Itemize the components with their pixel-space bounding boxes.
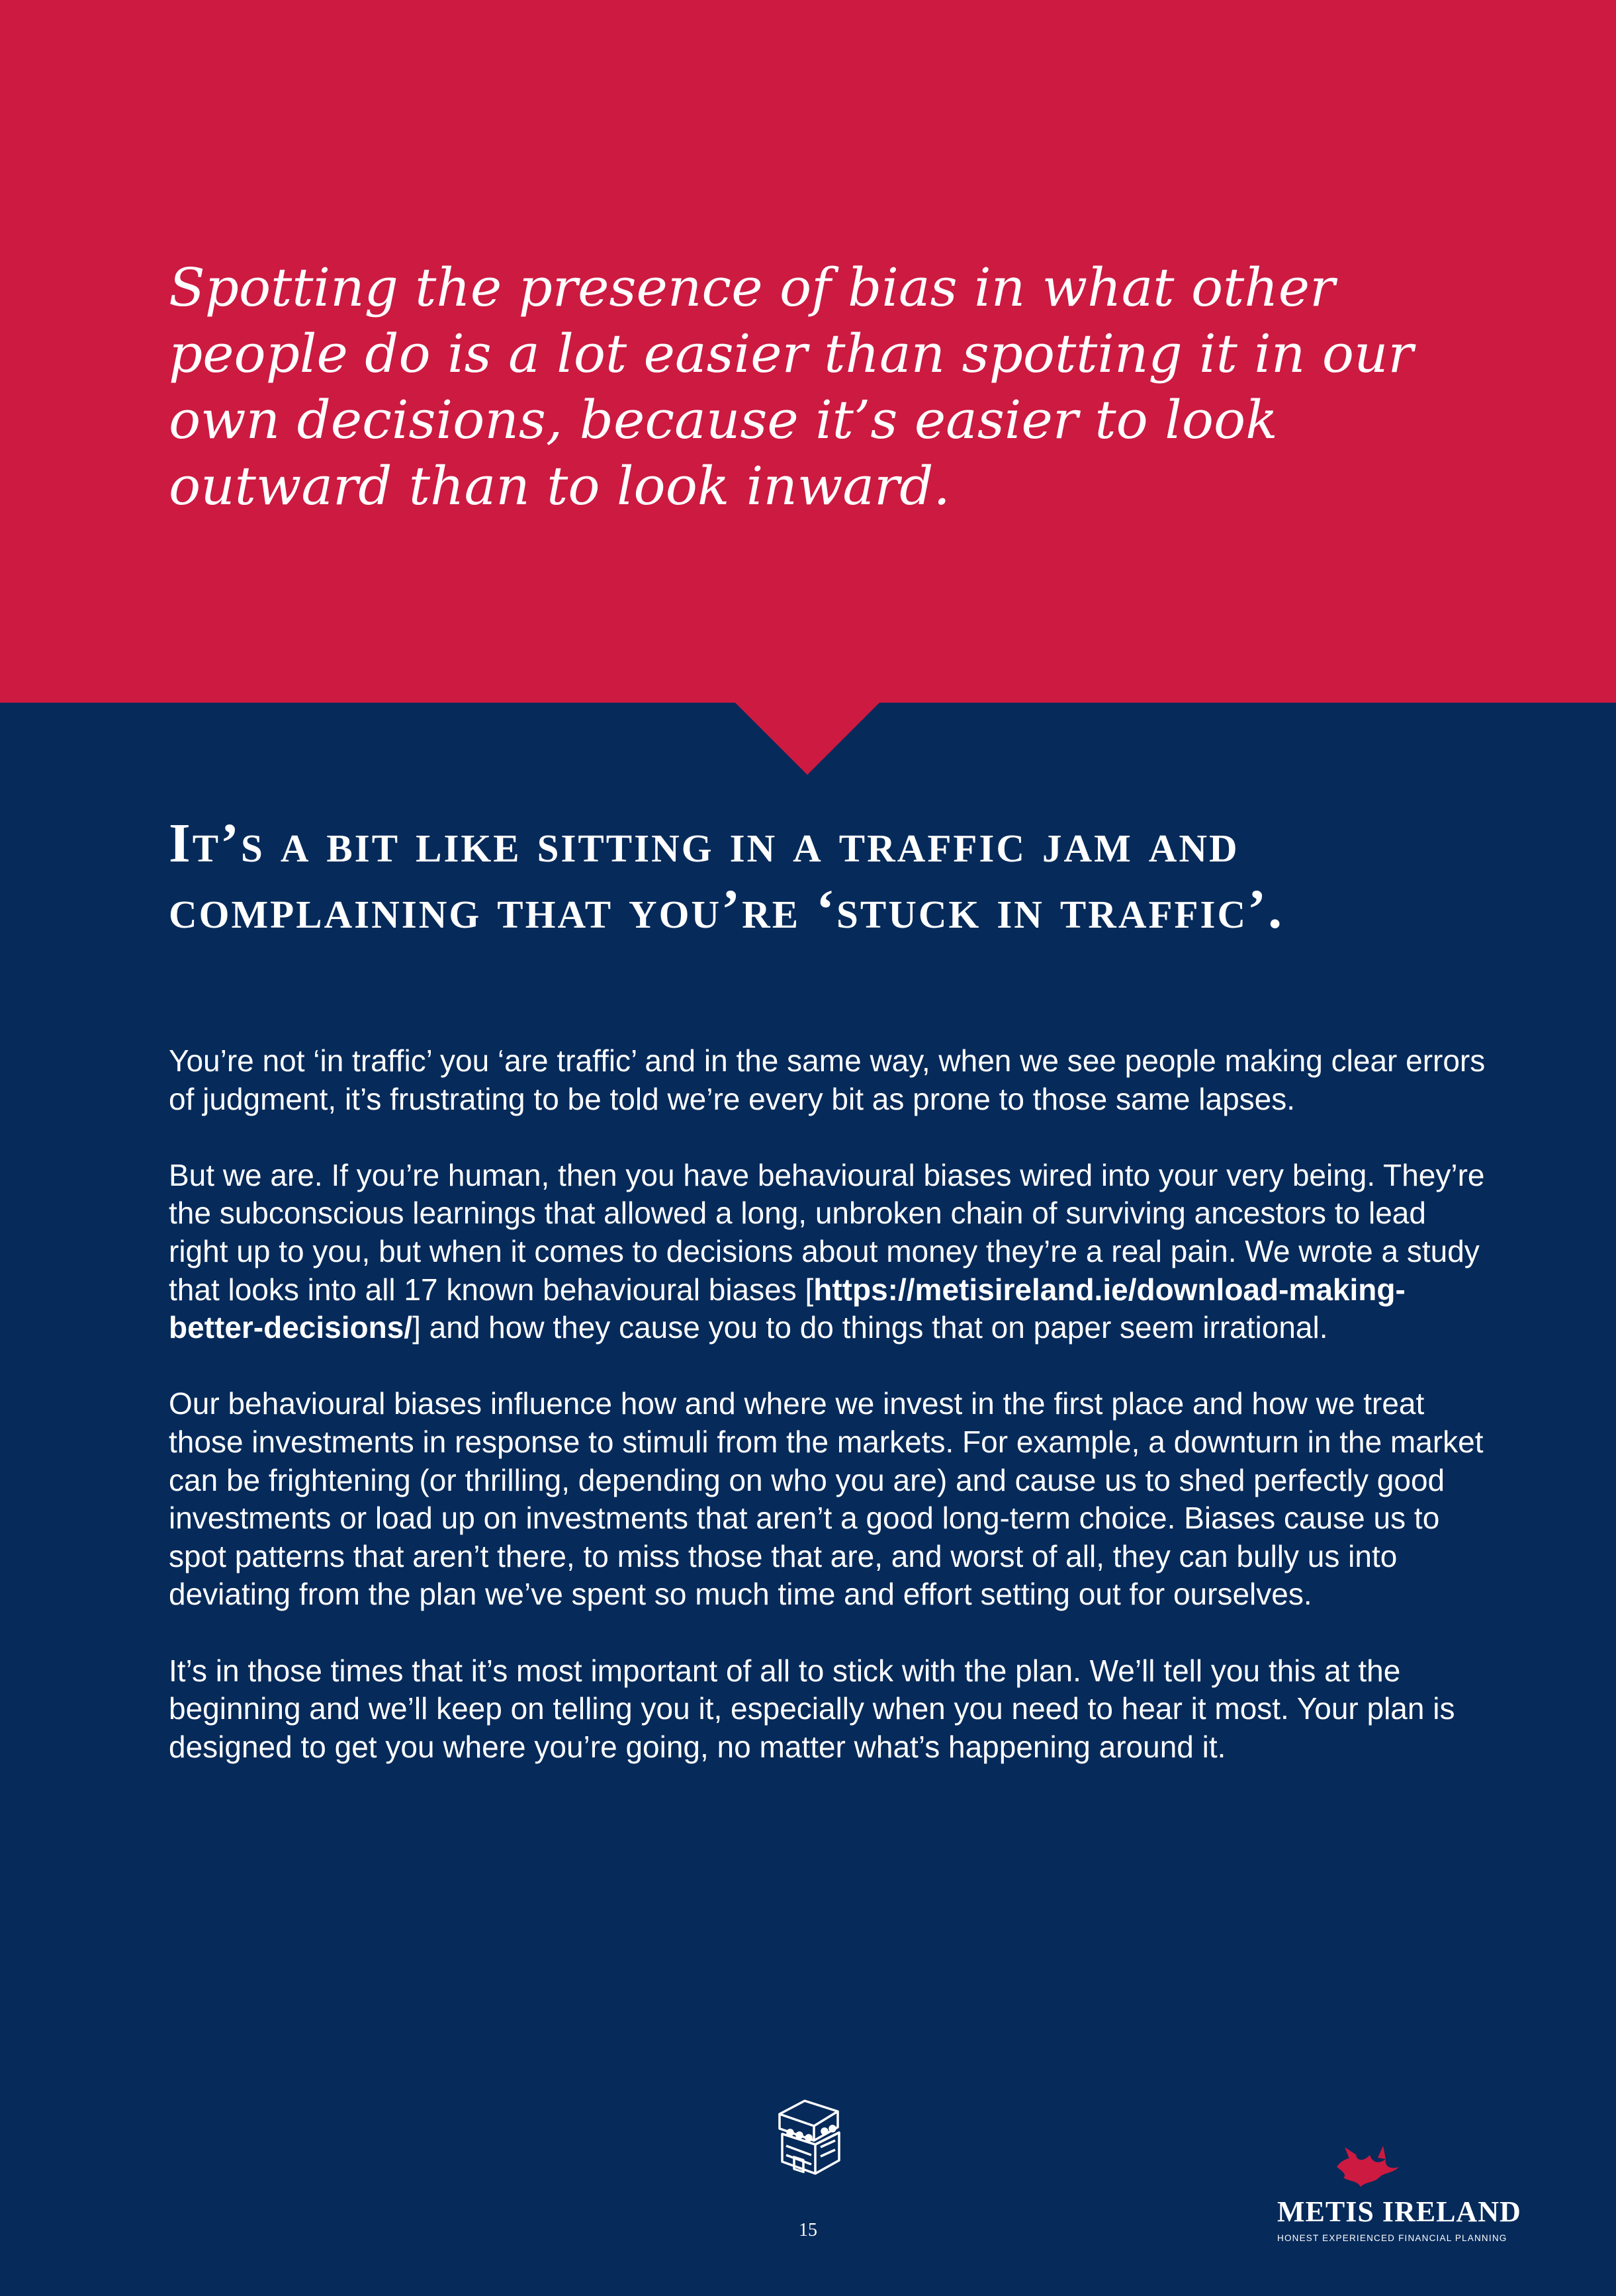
section-heading: It’s a bit like sitting in a traffic jam and complaining that you’re ‘stuck in traffic’. — [169, 813, 1284, 940]
treasure-chest-icon — [768, 2094, 850, 2177]
griffin-logo-icon — [1330, 2141, 1403, 2193]
logo-tagline: HONEST EXPERIENCED FINANCIAL PLANNING — [1277, 2233, 1507, 2243]
body-copy — [169, 1042, 1492, 1804]
metis-ireland-logo — [1277, 2141, 1521, 2253]
paragraph-3: Our behavioural biases influence how and where we invest in the first place and how we treat those investments in response to stimuli from the markets. For example, a downturn in the market can be frightening (or thrilling, depending on who you are) and cause us to shed perfectly good investments or load up on investments that aren’t a good long-term choice. Biases cause us to spot patterns that aren’t there, to miss those that are, and worst of all, they can bully us into deviating from the plan we’ve spent so much time and effort setting out for ourselves. — [169, 1386, 1484, 1612]
paragraph-2-text-before: But we are. If you’re human, then you have behavioural biases wired into your very being. They’re the subconscious learnings that allowed a long, unbroken chain of surviving ancestors to lead right up to you, but when it comes to decisions about money they’re a real pain. We wrote a study that looks into all 17 known behavioural biases [ — [169, 1157, 1485, 1307]
paragraph-2 — [169, 1157, 1492, 1347]
paragraph-2-text-after: ] and how they cause you to do things that on paper seem irrational. — [412, 1310, 1328, 1345]
pull-quote: Spotting the presence of bias in what other people do is a lot easier than spotting it in our own decisions, because it’s easier to look outward than to look inward. — [169, 257, 1414, 517]
study-link[interactable]: https://metisireland.ie/download-making-better-decisions/ — [169, 1272, 1406, 1345]
page-number: 15 — [799, 2220, 817, 2240]
paragraph-1: You’re not ‘in traffic’ you ‘are traffic’ and in the same way, when we see people making clear errors of judgment, it’s frustrating to be told we’re every bit as prone to those same lapses. — [169, 1043, 1486, 1116]
logo-name: METIS IRELAND — [1277, 2195, 1521, 2228]
panel-pointer — [735, 702, 880, 775]
paragraph-4: It’s in those times that it’s most important of all to stick with the plan. We’ll tell you this at the beginning and we’ll keep on telling you it, especially when you need to hear it most. Your plan is designed to get you where you’re going, no matter what’s happening around it. — [169, 1653, 1455, 1764]
